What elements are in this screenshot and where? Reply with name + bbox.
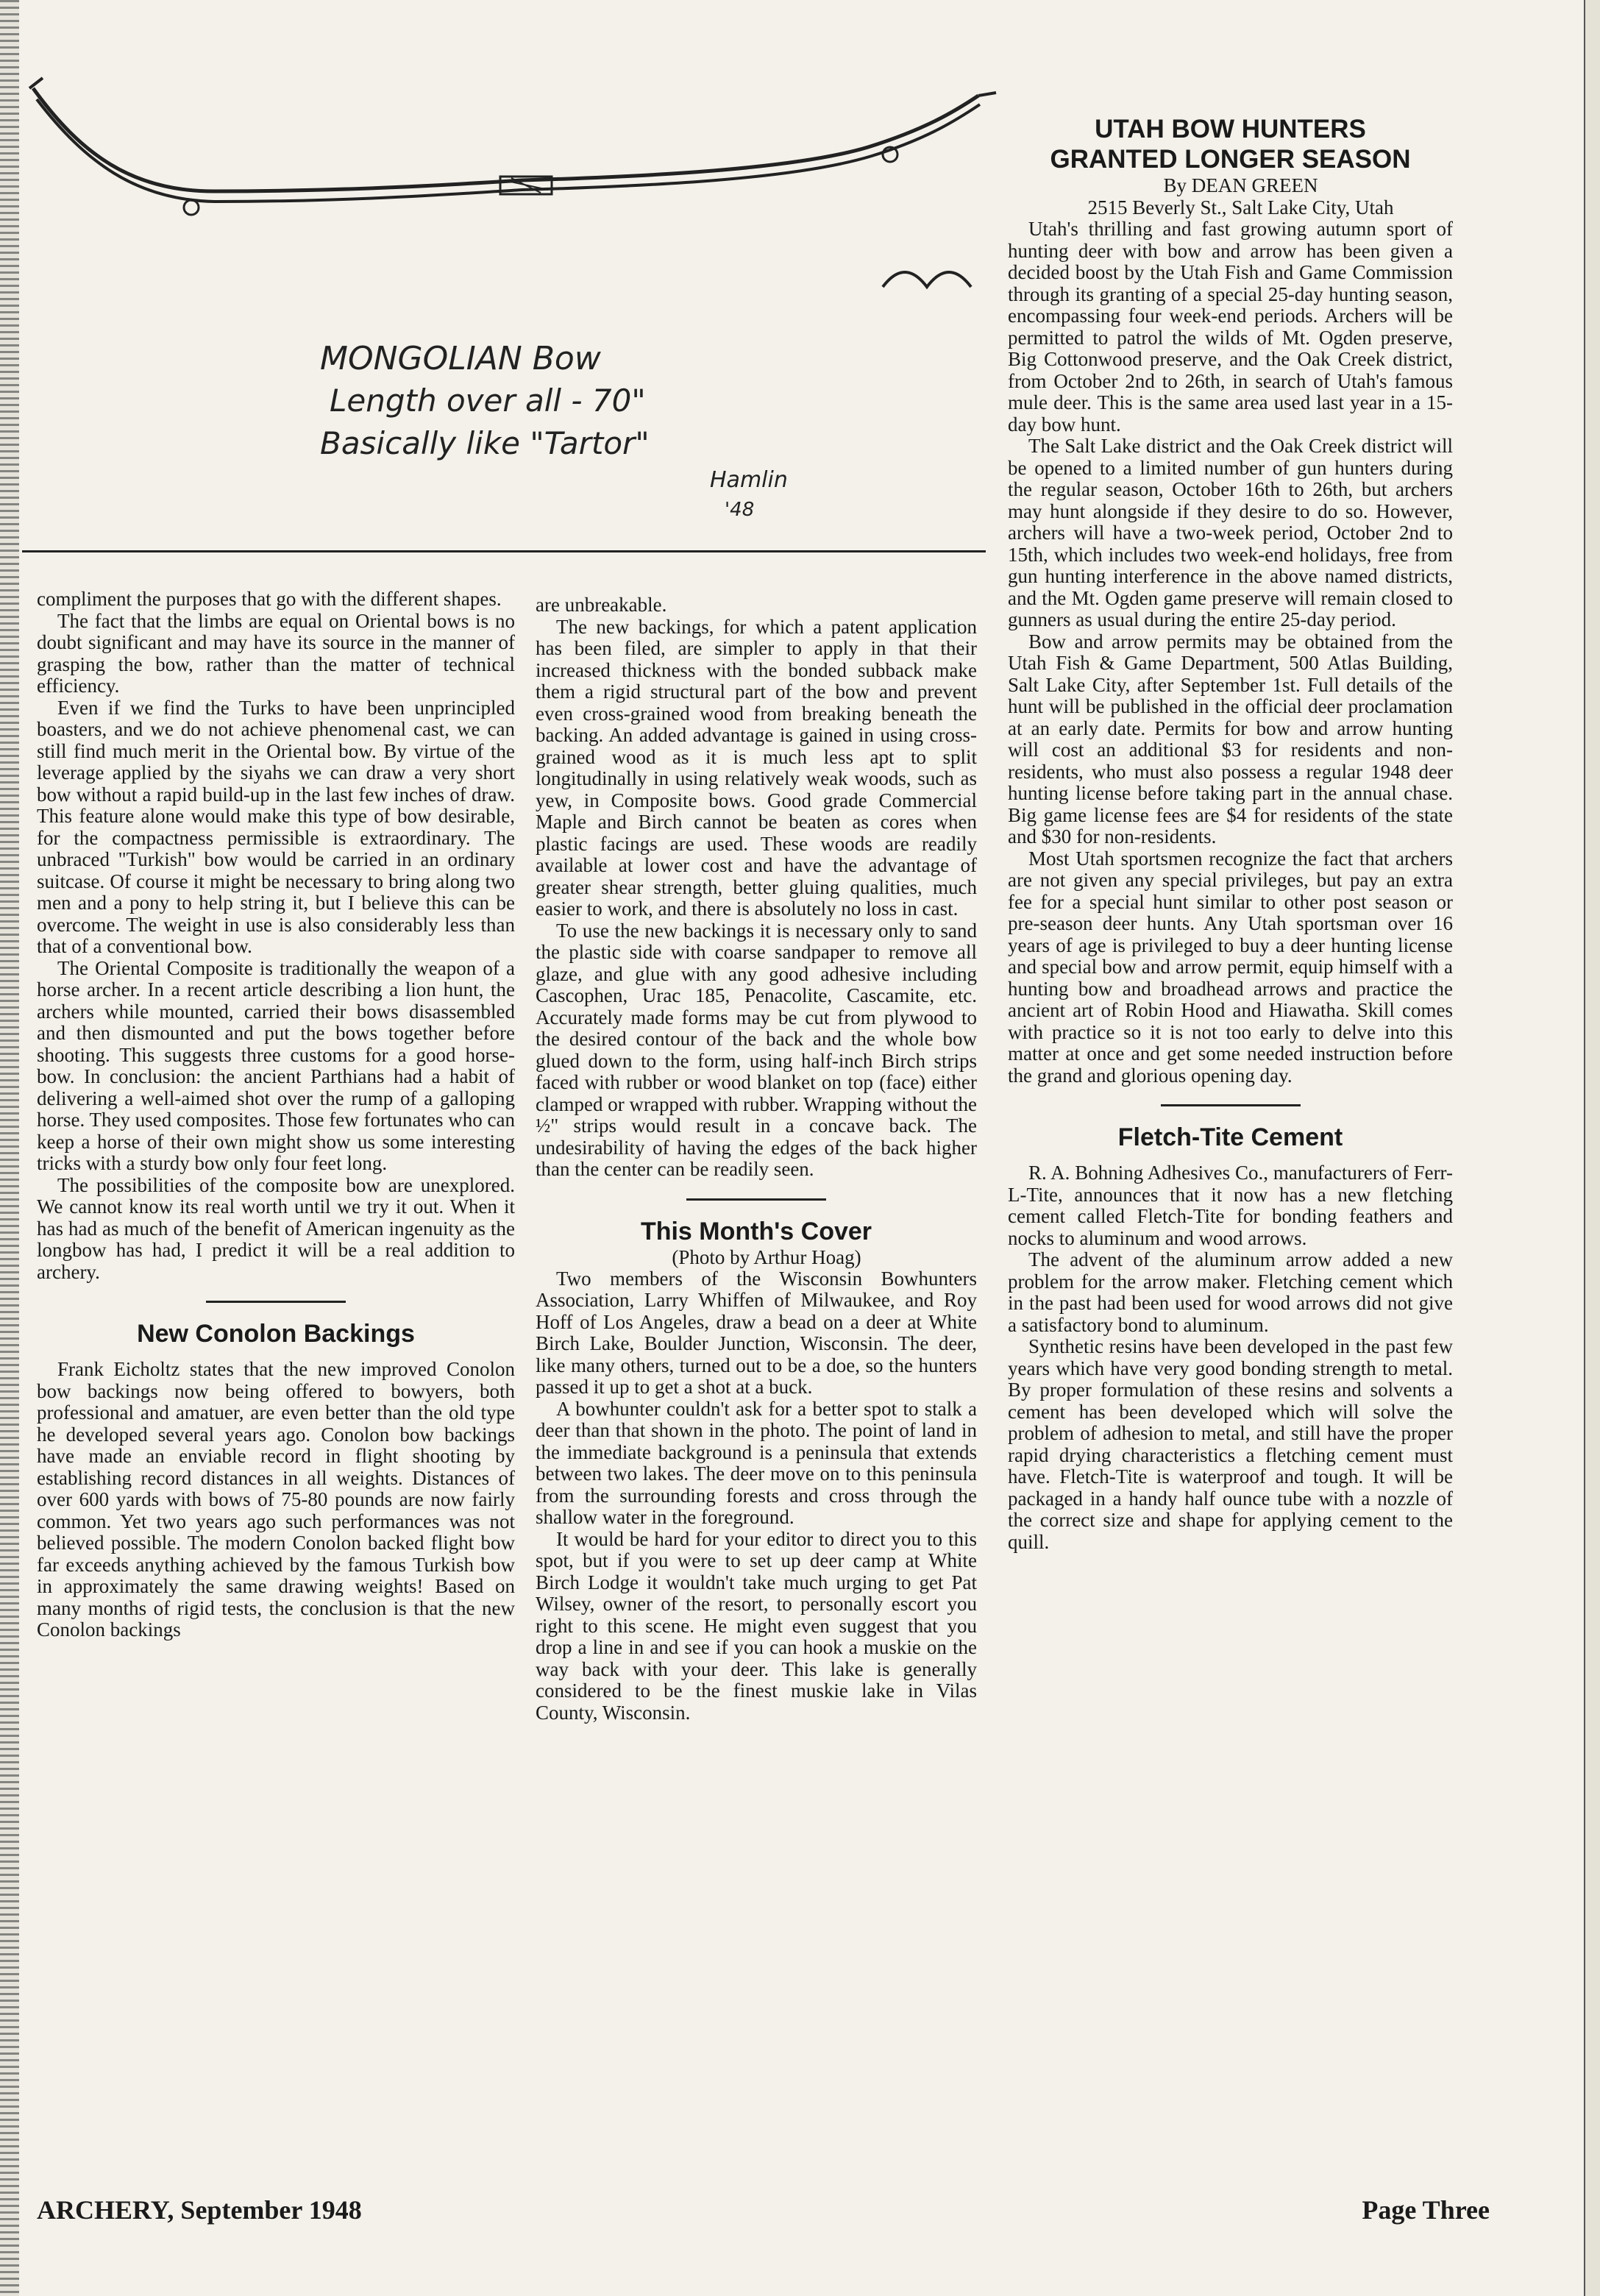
mongolian-bow-illustration bbox=[22, 44, 1000, 552]
bow-limb-inner bbox=[37, 99, 980, 202]
paragraph: The Oriental Composite is traditionally the weapon of a horse archer. In a recent article describing a lion hunt, the archers while mounted, carried their bows disassembled and then dismounted and put the bows together before shooting. This suggests three customs for a good horse-bow. In conclusion: the ancient Parthians had a habit of delivering a well-aimed shot over the rump of a galloping horse. They used composites. Those few fortunates who can keep a horse of their own might show us some interesting tricks with a sturdy bow only four feet long. bbox=[37, 956, 515, 1174]
paragraph: Frank Eicholtz states that the new improved Conolon bow backings now being offered to bowyers, both professional and amatuer, are even better than the old type he developed several years ago. Conolon bow backings have made an enviable record in flight shooting by establishing record distances in all weights. Distances of over 600 yards with bows of 75-80 pounds are now fairly common. Yet two years ago such performances was not believed possible. The modern Conolon backed flight bow far exceeds anything achieved by the famous Turkish bow in approximately the same drawing weights! Based on many months of rigid tests, the conclusion is that the new Conolon backings bbox=[37, 1358, 515, 1641]
footer-publication: ARCHERY, September 1948 bbox=[37, 2195, 362, 2225]
paragraph: The fact that the limbs are equal on Oriental bows is no doubt significant and may have its source in the manner of grasping the bow, rather than the matter of technical efficiency. bbox=[37, 609, 515, 697]
column-right bbox=[1008, 114, 1453, 1553]
paragraph: Utah's thrilling and fast growing autumn sport of hunting deer with bow and arrow has been given a decided boost by the Utah Fish and Game Commission through its granting of a special 25-day hunting season, encompassing four week-end periods. Archers will be permitted to patrol the wilds of Mt. Ogden preserve, Big Cottonwood preserve, and the Oak Creek district, from October 2nd to 26th, in search of Utah's famous mule deer. This is the same area used last year in a 15-day bow hunt. bbox=[1008, 218, 1453, 436]
author-address: 2515 Beverly St., Salt Lake City, Utah bbox=[1087, 196, 1394, 218]
paragraph: A bowhunter couldn't ask for a better spot to stalk a deer than that shown in the photo. The point of land in the immediate background is a peninsula that extends between two lakes. The deer move on to this peninsula from the surrounding forests and cross through the shallow water in the foreground. bbox=[536, 1397, 977, 1528]
bow-drawing bbox=[22, 44, 1000, 552]
paragraph: compliment the purposes that go with the different shapes. bbox=[37, 588, 502, 610]
paragraph: It would be hard for your editor to direct you to this spot, but if you were to set up deer camp at White Birch Lodge it wouldn't take much urging to get Pat Wilsey, owner of the resort, to personally escort you right to this scene. He might even suggest that you drop a line in and see if you can hook a muskie on the way back with your deer. This lake is generally considered to be the finest muskie lake in Vilas County, Wisconsin. bbox=[536, 1527, 977, 1724]
paragraph: The Salt Lake district and the Oak Creek district will be opened to a limited number of gun hunters during the regular season, October 16th to 26th, but archers may hunt alongside if they desire to do so. However, archers will have a two-week period, October 2nd to 15th, which includes two week-end holidays, free from gun hunting interference in the above named districts, and the Mt. Ogden game preserve will remain closed to gunners as usual during the entire 25-day period. bbox=[1008, 435, 1453, 630]
section-title-fletch: Fletch-Tite Cement bbox=[1117, 1123, 1343, 1151]
paragraph: R. A. Bohning Adhesives Co., manufacturers of Ferr-L-Tite, announces that it now has a new fletching cement called Fletch-Tite for bonding feathers and nocks to aluminum and wood arrows. bbox=[1008, 1162, 1453, 1249]
paragraph: Even if we find the Turks to have been unprincipled boasters, and we do not achieve phenomenal cast, we can still find much merit in the Oriental bow. By virtue of the leverage applied by the siyahs we can draw a very short bow without a rapid build-up in the last few inches of draw. This feature alone would make this type of bow desirable, for the compactness permissible is extraordinary. The unbraced "Turkish" bow would be carried in an ordinary suitcase. Of course it might be necessary to bring along two men and a pony to help string it, but I believe this can be overcome. The weight in use is also considerably less than that of a conventional bow. bbox=[37, 696, 515, 957]
page-binding-edge bbox=[0, 0, 19, 2296]
paragraph: The possibilities of the composite bow are unexplored. We cannot know its real worth until we try it out. When it has had as much of the benefit of American ingenuity as the longbow has had, I predict it will be a real addition to archery. bbox=[37, 1173, 515, 1283]
signature-year: '48 bbox=[725, 499, 755, 521]
artist-signature: Hamlin bbox=[710, 467, 788, 493]
paragraph: Most Utah sportsmen recognize the fact that archers are not given any special privileges, but pay an extra fee for a special hunt similar to other post season or pre-season deer hunts. Any Utah sportsman over 16 years of age is privileged to buy a deer hunting license and special bow and arrow permit, equip himself with a hunting bow and broadhead arrows and practice the ancient art of Robin Hood and Hiawatha. Skill comes with practice so it is not too early to delve into this matter at once and get some needed instruction before the grand and glorious opening day. bbox=[1008, 847, 1453, 1087]
caption-line-1: MONGOLIAN Bow bbox=[320, 340, 601, 377]
footer-page-number: Page Three bbox=[1362, 2195, 1490, 2225]
paragraph: The new backings, for which a patent application has been filed, are simpler to apply in that their increased thickness with the bonded subback make them a rigid structural part of the bow and prevent even cross-grained wood from breaking beneath the backing. An added advantage is gained in using cross-grained wood as it is much less apt to split longitudinally in using relatively weak woods, such as yew, in Composite bows. Good grade Commercial Maple and Birch cannot be beaten as cores when plastic facings are used. These woods are readily available at lower cost and have the advantage of greater shear strength, better gluing qualities, much easier to work, and there is absolutely no loss in cast. bbox=[536, 615, 977, 920]
bow-profile-sketch bbox=[883, 272, 971, 287]
section-title-conolon: New Conolon Backings bbox=[137, 1320, 415, 1348]
section-divider bbox=[206, 1301, 346, 1303]
paragraph: The advent of the aluminum arrow added a new problem for the arrow maker. Fletching cement which in the past had been used for wood arrows did not give a satisfactory bond to aluminum. bbox=[1008, 1248, 1453, 1336]
column-middle bbox=[536, 594, 977, 1724]
paragraph: Synthetic resins have been developed in the past few years which have very good bonding strength to metal. By proper formulation of these resins and solvents a cement has been developed which will solve the problem of adhesion to metal, and still have the proper rapid drying characteristics a fletching cement must have. Fletch-Tite is waterproof and tough. It will be packaged in a handy half ounce tube with a nozzle of the correct size and shape for applying cement to the quill. bbox=[1008, 1335, 1453, 1553]
paragraph: are unbreakable. bbox=[536, 594, 667, 616]
column-left bbox=[37, 589, 515, 1641]
section-divider bbox=[686, 1198, 826, 1201]
paragraph: Two members of the Wisconsin Bowhunters Association, Larry Whiffen of Milwaukee, and Roy Hoff of Los Angeles, draw a bead on a deer at White Birch Lake, Boulder Junction, Wisconsin. The deer, like many others, turned out to be a doe, so the hunters passed it up to get a shot at a buck. bbox=[536, 1267, 977, 1398]
paragraph: Bow and arrow permits may be obtained from the Utah Fish & Game Department, 500 Atlas Building, Salt Lake City, after September 1st. Full details of the hunt will be published in the official deer proclamation at an early date. Permits for bow and arrow hunting will cost an additional $3 for residents and non-residents, who must also possess a regular 1948 deer hunting license before taking part in the annual chase. Big game license fees are $4 for residents of the state and $30 for non-residents. bbox=[1008, 630, 1453, 847]
page-right-edge bbox=[1584, 0, 1600, 2296]
caption-line-3: Basically like "Tartor" bbox=[320, 425, 650, 461]
illustration-divider bbox=[22, 550, 986, 552]
section-title-cover: This Month's Cover bbox=[640, 1217, 872, 1245]
paragraph: To use the new backings it is necessary only to sand the plastic side with coarse sandpaper to remove all glaze, and glue with any good adhesive including Cascophen, Urac 185, Penacolite, Cascamite, etc. Accurately made forms may be cut from plywood to the desired contour of the back and the whole bow glued down to the form, using half-inch Birch strips faced with rubber or wood blanket on top (face) either clamped or wrapped with rubber. Wrapping without the ½" strips would result in a concave back. The undesirability of having the edges of the back higher than the center can be readily seen. bbox=[536, 919, 977, 1180]
caption-line-2: Length over all - 70" bbox=[330, 383, 646, 419]
headline-line-2: GRANTED LONGER SEASON bbox=[1050, 145, 1411, 174]
headline-line-1: UTAH BOW HUNTERS bbox=[1095, 115, 1366, 143]
bow-tips bbox=[29, 78, 996, 96]
string-bridge-left bbox=[184, 200, 199, 215]
byline: By DEAN GREEN bbox=[1163, 174, 1318, 196]
photo-credit: (Photo by Arthur Hoag) bbox=[672, 1245, 861, 1268]
section-divider bbox=[1161, 1104, 1301, 1106]
